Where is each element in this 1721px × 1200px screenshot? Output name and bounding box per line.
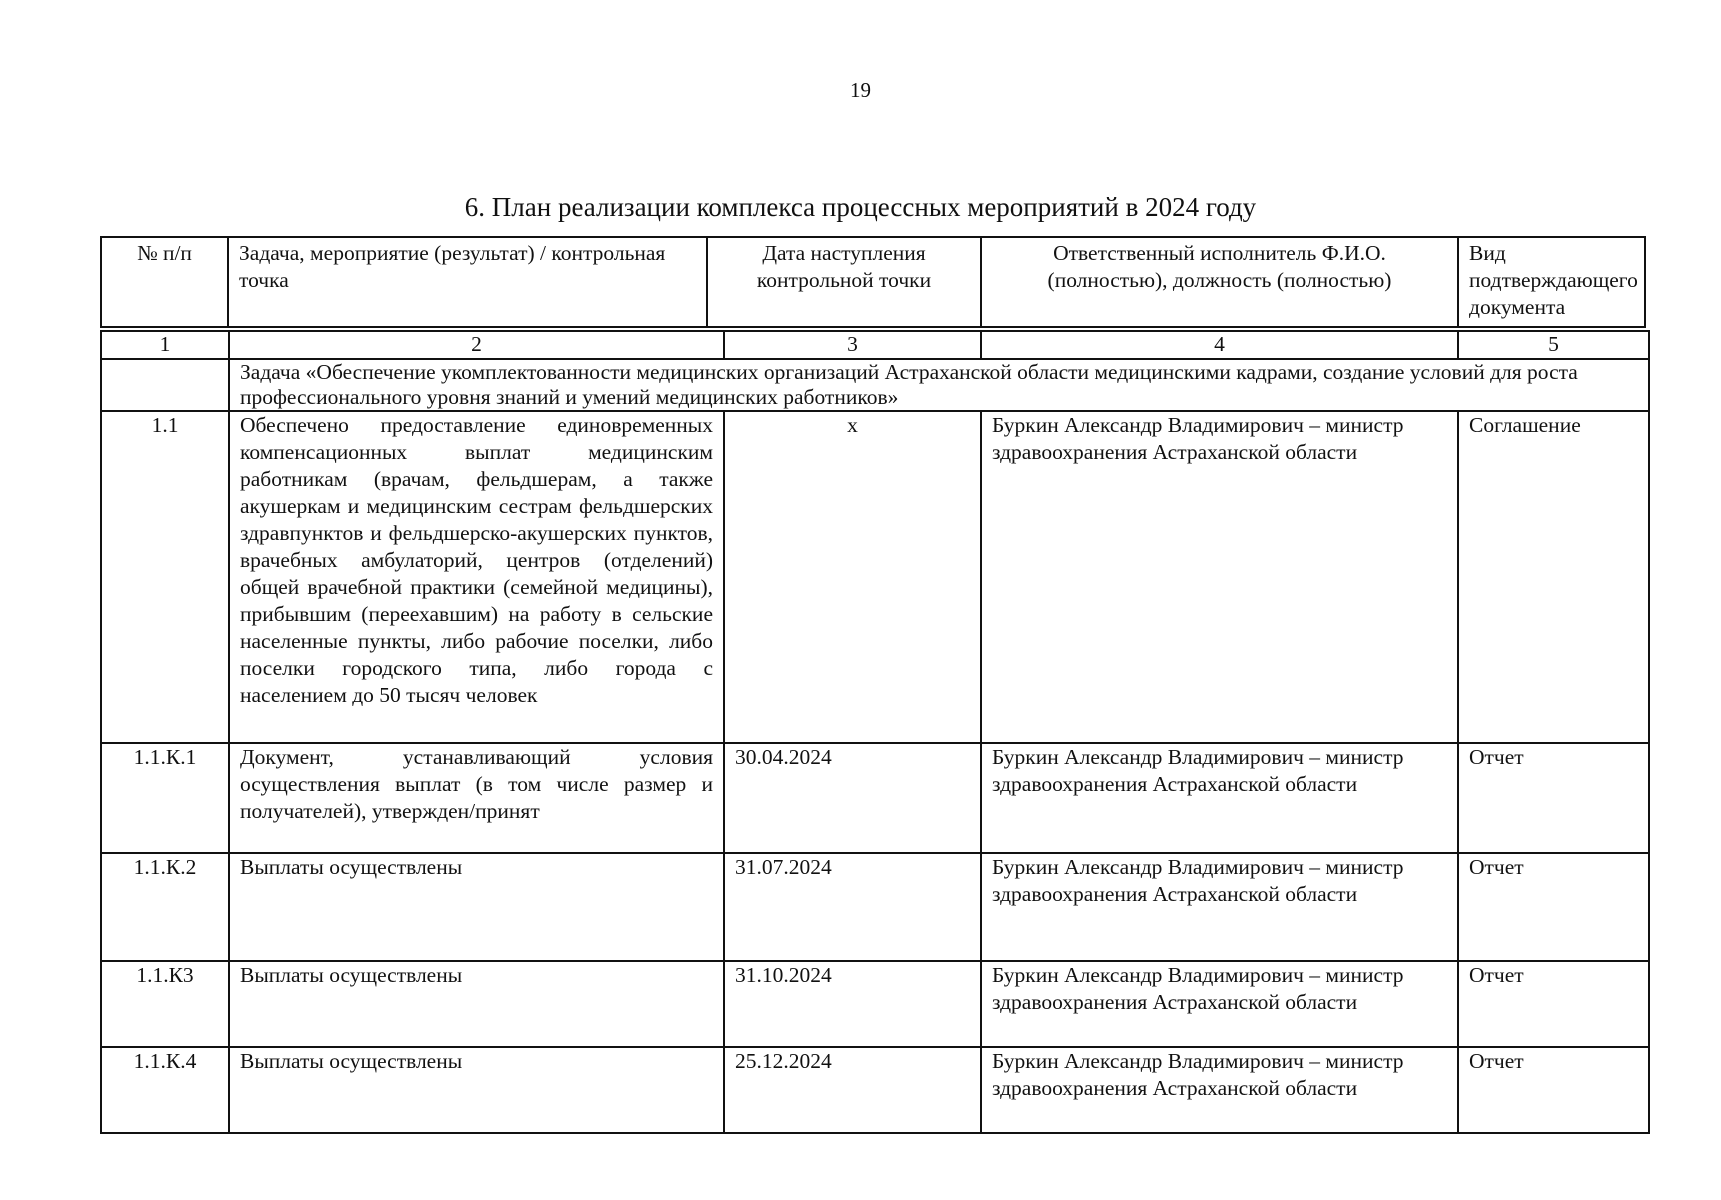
row-document: Отчет [1458,743,1649,853]
row-document: Отчет [1458,853,1649,961]
row-document: Отчет [1458,1047,1649,1133]
row-executor: Буркин Александр Владимирович – министр здравоохранения Астраханской области [981,1047,1458,1133]
row-task: Выплаты осуществлены [229,853,724,961]
row-document: Соглашение [1458,411,1649,743]
table-row [101,743,1649,853]
row-number: 1.1.К.1 [101,743,229,853]
plan-table [100,330,1650,1134]
row-executor: Буркин Александр Владимирович – министр здравоохранения Астраханской области [981,961,1458,1047]
col-header-task: Задача, мероприятие (результат) / контрольная точка [228,237,707,327]
row-number: 1.1 [101,411,229,743]
col-header-date: Дата наступления контрольной точки [707,237,981,327]
column-index: 2 [229,331,724,359]
col-header-executor: Ответственный исполнитель Ф.И.О. (полностью), должность (полностью) [981,237,1458,327]
col-header-document: Вид подтверждающего документа [1458,237,1645,327]
column-index: 5 [1458,331,1649,359]
table-row [101,1047,1649,1133]
table-row [101,411,1649,743]
row-number: 1.1.К.4 [101,1047,229,1133]
page-title: 6. План реализации комплекса процессных мероприятий в 2024 году [464,192,1257,222]
table-row [101,961,1649,1047]
row-date: 25.12.2024 [724,1047,981,1133]
table-row [101,853,1649,961]
col-header-number: № п/п [101,237,228,327]
column-index-row [101,331,1649,359]
row-number: 1.1.К3 [101,961,229,1047]
row-task: Обеспечено предоставление единовременных компенсационных выплат медицинским работникам (врачам, фельдшерам, а также акушеркам и медицинским сестрам фельдшерских здравпунктов и фельдшерско-акушерских пунктов, врачебных амбулаторий, центров (отделений) общей врачебной практики (семейной медицины), прибывшим (переехавшим) на работу в сельские населенные пункты, либо рабочие поселки, либо поселки городского типа, либо города с населением до 50 тысяч человек [229,411,724,743]
row-date: 31.10.2024 [724,961,981,1047]
row-date: 31.07.2024 [724,853,981,961]
row-executor: Буркин Александр Владимирович – министр здравоохранения Астраханской области [981,411,1458,743]
task-heading: Задача «Обеспечение укомплектованности медицинских организаций Астраханской области медицинскими кадрами, создание условий для роста профессионального уровня знаний и умений медицинских работников» [229,359,1649,411]
row-task: Выплаты осуществлены [229,961,724,1047]
row-date: х [724,411,981,743]
table-header [100,236,1646,328]
column-index: 1 [101,331,229,359]
row-task: Выплаты осуществлены [229,1047,724,1133]
task-heading-number [101,359,229,411]
column-index: 4 [981,331,1458,359]
column-index: 3 [724,331,981,359]
row-executor: Буркин Александр Владимирович – министр здравоохранения Астраханской области [981,853,1458,961]
row-document: Отчет [1458,961,1649,1047]
row-task: Документ, устанавливающий условия осуществления выплат (в том числе размер и получателей), утвержден/принят [229,743,724,853]
task-heading-row [101,359,1649,411]
row-number: 1.1.К.2 [101,853,229,961]
page-number: 19 [850,78,871,102]
row-executor: Буркин Александр Владимирович – министр здравоохранения Астраханской области [981,743,1458,853]
row-date: 30.04.2024 [724,743,981,853]
